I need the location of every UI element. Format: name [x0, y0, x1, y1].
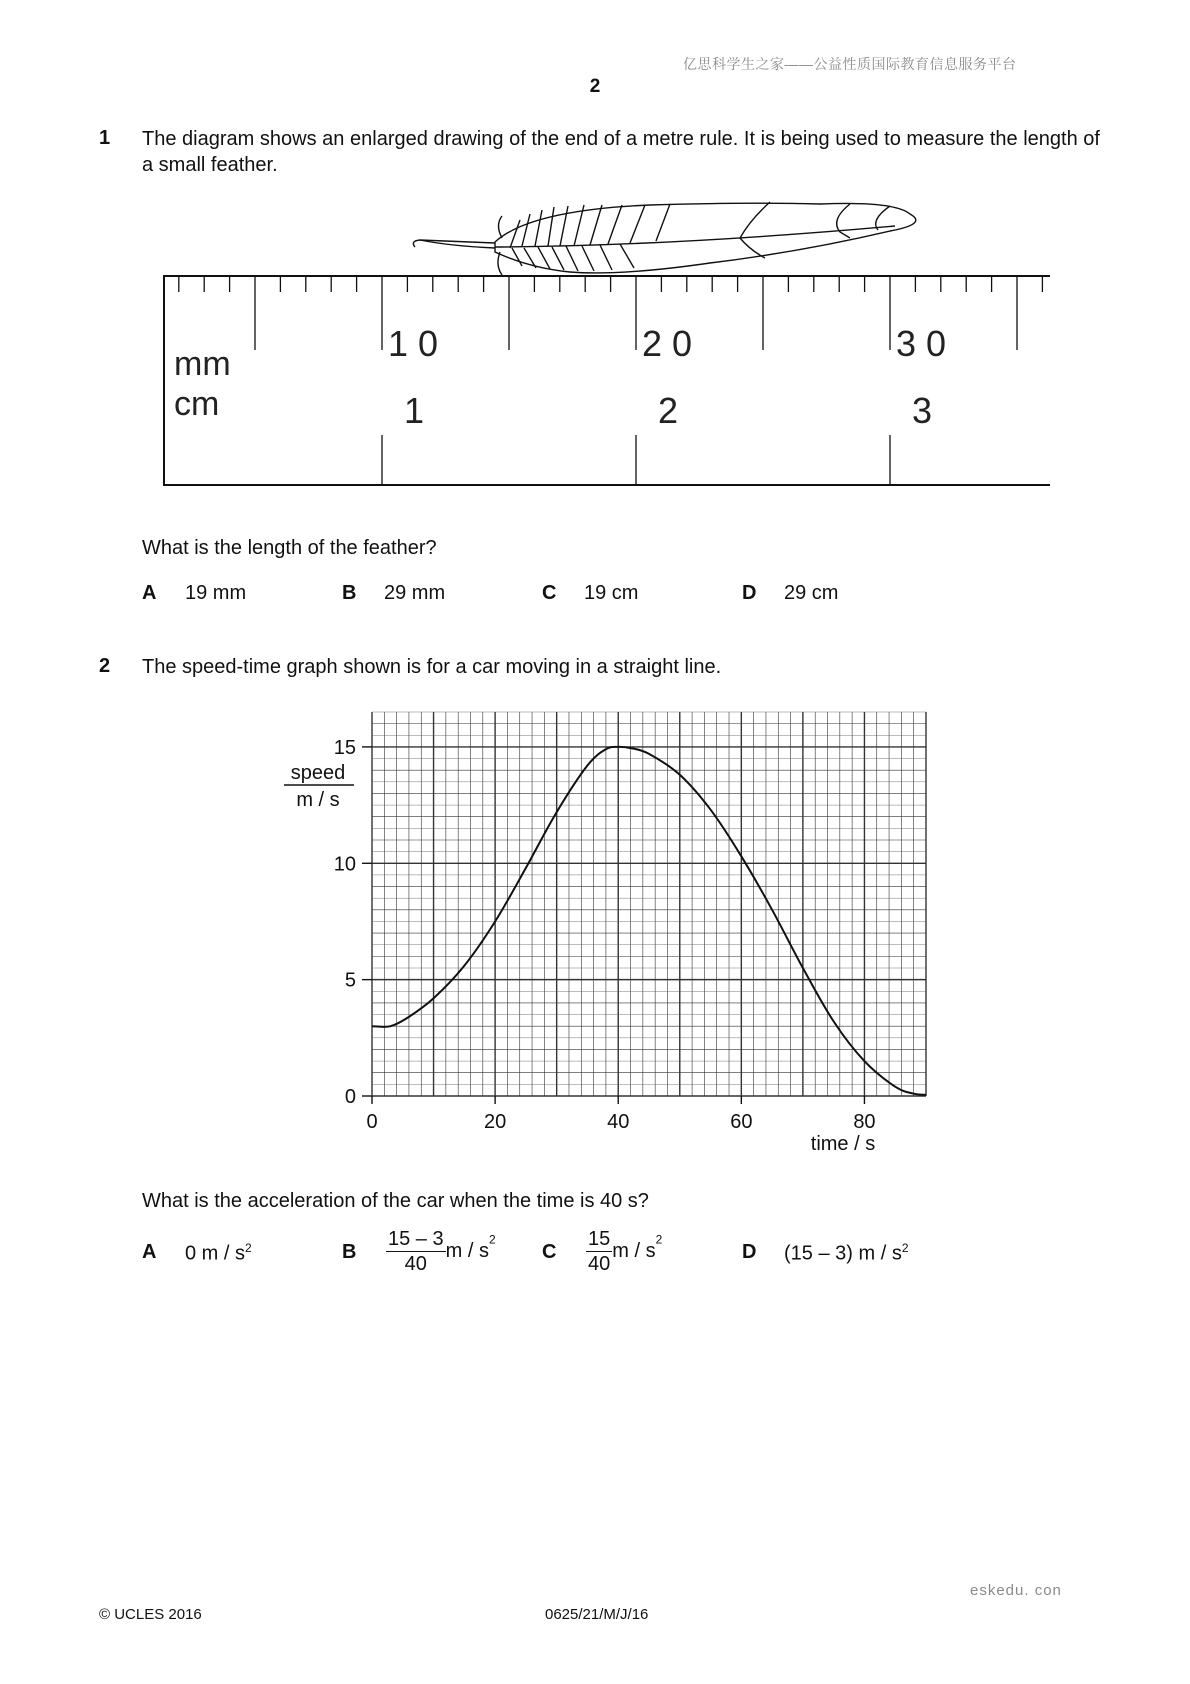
- feather-drawing: [413, 202, 915, 275]
- option-letter: A: [142, 582, 157, 604]
- ruler-ticks: [179, 276, 1043, 485]
- question-2-number: 2: [99, 655, 111, 677]
- chart-ylabel-top: speed: [290, 762, 346, 784]
- y-tick-label-5: 5: [344, 969, 356, 992]
- q2-option-c[interactable]: [542, 1241, 556, 1264]
- fraction: $\frac{15 - 3}{40}$: [388, 1228, 444, 1275]
- ruler-mm-number-20: 20: [641, 323, 703, 364]
- speed-time-chart: [260, 690, 940, 1170]
- q2-option-b[interactable]: [342, 1241, 356, 1264]
- q1-option-c-value: 19 cm: [584, 582, 639, 604]
- q1-option-c[interactable]: [542, 582, 556, 605]
- speed-curve: [372, 747, 926, 1095]
- footer-copyright: © UCLES 2016: [99, 1606, 202, 1623]
- question-2-text: The speed-time graph shown is for a car moving in a straight line.: [142, 656, 722, 678]
- y-tick-label-15: 15: [333, 736, 356, 759]
- ruler-mm-number-10: 10: [387, 323, 449, 364]
- ruler-mm-label: mm: [174, 345, 231, 383]
- q2-option-a-value: 0 m / $s^2$: [185, 1241, 252, 1265]
- option-letter: D: [742, 1241, 757, 1263]
- ruler-body: [164, 276, 1050, 485]
- question-1-text: The diagram shows an enlarged drawing of the end of a metre rule. It is being used to measure the length of a small feather.: [142, 128, 1100, 176]
- ruler-cm-number-3: 3: [911, 390, 933, 431]
- q2-option-c-value: $\frac{15}{40}$ m / $s^2$: [588, 1228, 663, 1275]
- chart-grid: [372, 712, 926, 1096]
- chart-xlabel: time / s: [810, 1133, 876, 1155]
- page-number: 2: [589, 76, 601, 97]
- q2-option-d[interactable]: [742, 1241, 756, 1264]
- q1-option-d-value: 29 cm: [784, 582, 839, 604]
- q1-option-b[interactable]: [342, 582, 356, 605]
- ruler-cm-number-1: 1: [403, 390, 425, 431]
- x-tick-label-20: 20: [483, 1111, 507, 1133]
- x-tick-label-0: 0: [366, 1111, 378, 1133]
- x-tick-label-40: 40: [607, 1111, 630, 1133]
- y-tick-label-10: 10: [333, 853, 356, 876]
- question-1-number: 1: [99, 127, 111, 149]
- option-letter: D: [742, 582, 757, 604]
- option-letter: A: [142, 1241, 157, 1263]
- question-2-prompt: What is the acceleration of the car when the time is 40 s?: [142, 1190, 649, 1212]
- ruler-cm-label: cm: [174, 385, 220, 423]
- x-tick-label-60: 60: [730, 1111, 753, 1133]
- site-watermark: eskedu. con: [970, 1582, 1062, 1599]
- watermark-text: 亿思科学生之家——公益性质国际教育信息服务平台: [683, 56, 1017, 72]
- q1-option-a-value: 19 mm: [185, 582, 247, 604]
- option-letter: B: [342, 582, 357, 604]
- q1-option-d[interactable]: [742, 582, 756, 605]
- option-letter: C: [542, 1241, 557, 1263]
- chart-ylabel-bottom: m / s: [296, 789, 340, 811]
- option-letter: C: [542, 582, 557, 604]
- footer-paper-code: 0625/21/M/J/16: [545, 1606, 649, 1623]
- q1-option-b-value: 29 mm: [384, 582, 446, 604]
- q1-option-a[interactable]: [142, 582, 156, 605]
- q2-option-b-value: $\frac{15 - 3}{40}$ m / $s^2$: [388, 1228, 496, 1275]
- ruler-mm-number-30: 30: [895, 323, 957, 364]
- chart-axes: [362, 747, 864, 1104]
- ruler-feather-diagram: [150, 180, 1050, 510]
- fraction: $\frac{15}{40}$: [588, 1228, 611, 1275]
- ruler-cm-number-2: 2: [657, 390, 679, 431]
- question-1-prompt: What is the length of the feather?: [142, 537, 437, 559]
- x-tick-label-80: 80: [853, 1111, 876, 1133]
- option-letter: B: [342, 1241, 357, 1263]
- q2-option-d-value: (15 – 3) m / $s^2$: [784, 1241, 909, 1265]
- chart-tick-labels: [334, 737, 876, 1133]
- q2-option-a[interactable]: [142, 1241, 156, 1264]
- y-tick-label-0: 0: [344, 1086, 356, 1108]
